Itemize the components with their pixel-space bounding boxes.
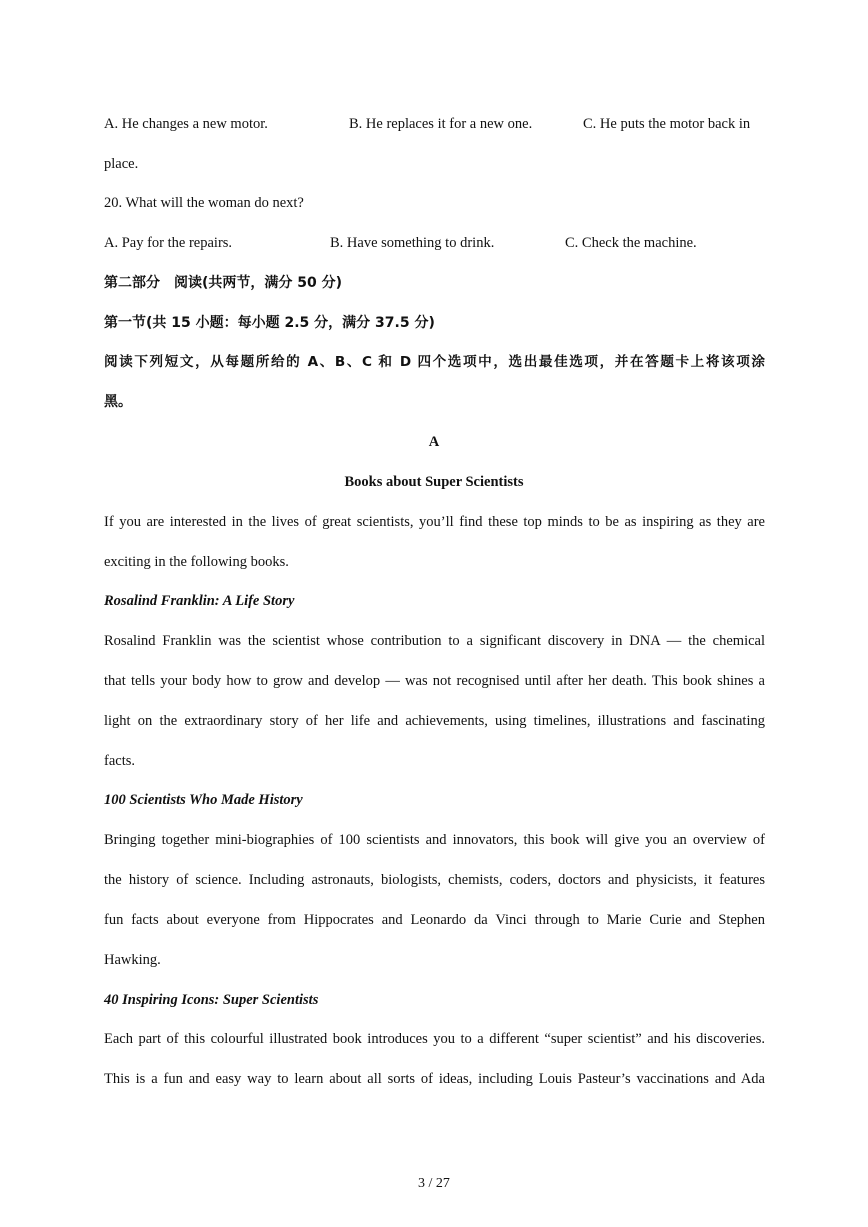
book-2-title: 100 Scientists Who Made History (104, 792, 303, 808)
intro-line-2: exciting in the following books. (104, 554, 289, 570)
book-1-line-1: Rosalind Franklin was the scientist whose contribution to a significant discovery in DNA — the chemical (104, 633, 765, 649)
book-1-line-3: light on the extraordinary story of her life and achievements, using timelines, illustrations and fascinating (104, 713, 765, 729)
section-sub-heading: 第一节(共 15 小题：每小题 2.5 分，满分 37.5 分) (104, 315, 435, 331)
part-heading: 第二部分 阅读(共两节，满分 50 分) (104, 275, 343, 291)
q19-option-c-continued: place. (104, 156, 139, 172)
book-3-title: 40 Inspiring Icons: Super Scientists (104, 992, 319, 1008)
book-1-line-2: that tells your body how to grow and develop — was not recognised until after her death. This book shines a (104, 673, 765, 689)
q20-option-c: C. Check the machine. (565, 235, 697, 251)
book-2-line-3: fun facts about everyone from Hippocrates and Leonardo da Vinci through to Marie Curie and Stephen (104, 912, 765, 928)
q20-question: 20. What will the woman do next? (104, 195, 304, 211)
intro-line-1: If you are interested in the lives of great scientists, you’ll find these top minds to be as inspiring as they are (104, 514, 765, 530)
book-2-line-4: Hawking. (104, 952, 161, 968)
q19-option-b: B. He replaces it for a new one. (349, 116, 533, 132)
reading-instruction-line-2: 黑。 (104, 394, 132, 410)
reading-instruction-line-1: 阅读下列短文，从每题所给的 A、B、C 和 D 四个选项中，选出最佳选项，并在答题卡上将该项涂 (104, 354, 765, 370)
book-1-title: Rosalind Franklin: A Life Story (104, 593, 295, 609)
book-1-line-4: facts. (104, 753, 135, 769)
passage-title: Books about Super Scientists (344, 474, 524, 490)
book-3-line-2: This is a fun and easy way to learn about all sorts of ideas, including Louis Pasteur’s vaccinations and Ada (104, 1071, 765, 1087)
q19-option-a: A. He changes a new motor. (104, 116, 268, 132)
q20-option-a: A. Pay for the repairs. (104, 235, 233, 251)
q19-option-c: C. He puts the motor back in (583, 116, 751, 132)
q20-option-b: B. Have something to drink. (330, 235, 495, 251)
book-2-line-2: the history of science. Including astronauts, biologists, chemists, coders, doctors and physicists, it features (104, 872, 765, 888)
passage-label: A (428, 434, 440, 450)
page-number: 3 / 27 (418, 1176, 450, 1191)
book-2-line-1: Bringing together mini-biographies of 100 scientists and innovators, this book will give you an overview of (104, 832, 765, 848)
book-3-line-1: Each part of this colourful illustrated book introduces you to a different “super scientist” and his discoveries. (104, 1031, 765, 1047)
